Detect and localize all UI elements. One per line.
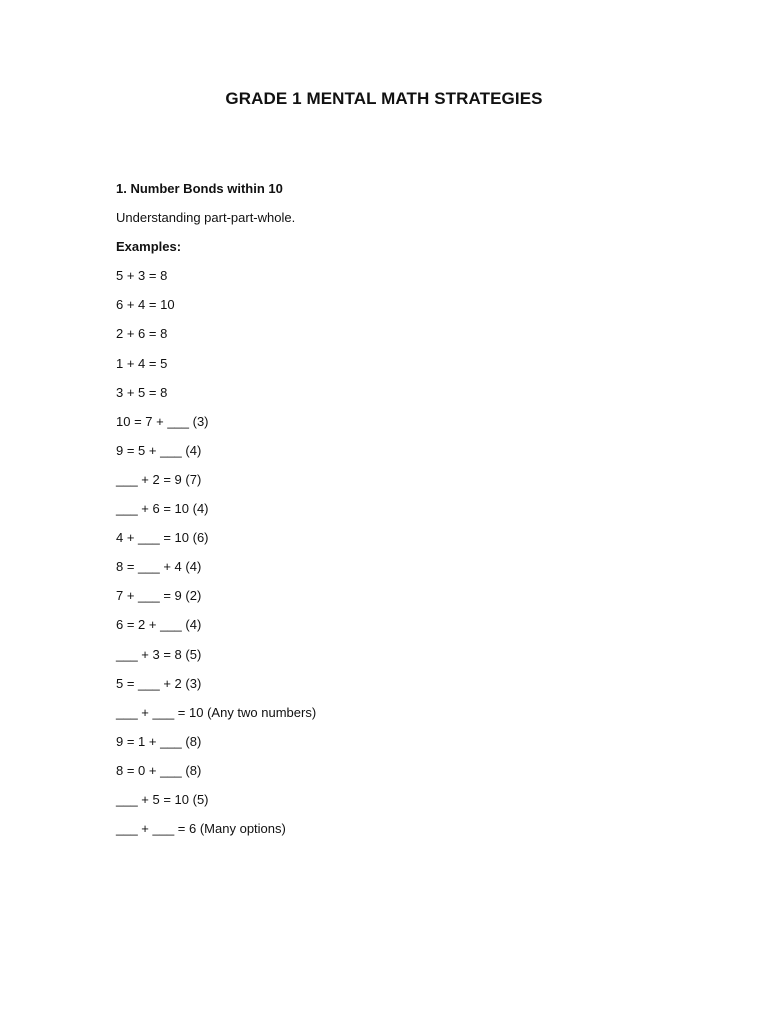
section-heading: 1. Number Bonds within 10 bbox=[116, 181, 283, 196]
example-line: ___ + 3 = 8 (5) bbox=[116, 646, 202, 662]
example-line: 1 + 4 = 5 bbox=[116, 355, 168, 371]
example-line: ___ + ___ = 10 (Any two numbers) bbox=[116, 704, 317, 720]
example-line: 9 = 5 + ___ (4) bbox=[116, 442, 202, 458]
example-line: 5 = ___ + 2 (3) bbox=[116, 675, 202, 691]
example-line: 4 + ___ = 10 (6) bbox=[116, 530, 209, 546]
section-number-bonds bbox=[116, 180, 676, 849]
example-line: ___ + 2 = 9 (7) bbox=[116, 471, 202, 487]
example-line: ___ + 6 = 10 (4) bbox=[116, 501, 209, 517]
example-line: 8 = ___ + 4 (4) bbox=[116, 559, 202, 575]
example-line: 9 = 1 + ___ (8) bbox=[116, 733, 202, 749]
examples-label: Examples: bbox=[116, 239, 182, 255]
example-line: 10 = 7 + ___ (3) bbox=[116, 413, 209, 429]
section-description: Understanding part-part-whole. bbox=[116, 210, 296, 226]
example-line: 6 + 4 = 10 bbox=[116, 297, 175, 313]
example-line: 2 + 6 = 8 bbox=[116, 326, 168, 342]
page-title: GRADE 1 MENTAL MATH STRATEGIES bbox=[225, 89, 543, 108]
example-line: ___ + ___ = 6 (Many options) bbox=[116, 821, 286, 837]
example-line: 8 = 0 + ___ (8) bbox=[116, 762, 202, 778]
example-line: 5 + 3 = 8 bbox=[116, 268, 168, 284]
example-line: 6 = 2 + ___ (4) bbox=[116, 617, 202, 633]
example-line: 3 + 5 = 8 bbox=[116, 384, 168, 400]
example-line: ___ + 5 = 10 (5) bbox=[116, 791, 209, 807]
example-line: 7 + ___ = 9 (2) bbox=[116, 588, 202, 604]
